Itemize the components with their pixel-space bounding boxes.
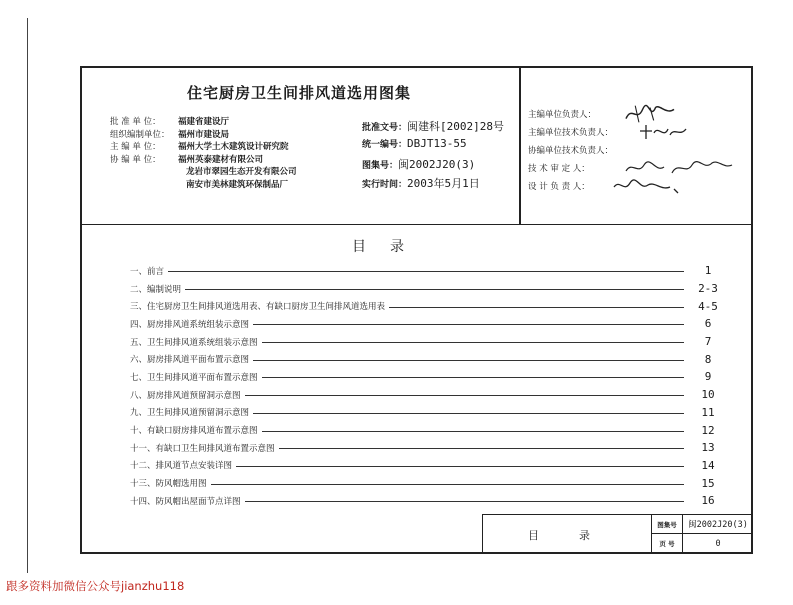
drawing-sheet	[80, 66, 753, 554]
approval-extra: 龙岩市翠园生态开发有限公司	[186, 167, 297, 177]
doc-info-block	[362, 118, 504, 194]
atlas-title: 住宅厨房卫生间排风道选用图集	[187, 84, 412, 102]
toc-entry: 十三、防风帽选用图 15	[130, 476, 715, 490]
toc-entry: 三、住宅厨房卫生间排风道选用表、有缺口厨房卫生间排风道选用表 4-5	[130, 299, 718, 313]
toc-entry: 四、厨房排风道系统组装示意图 6	[130, 317, 712, 331]
approval-row: 组织编制单位： 福州市建设局	[110, 129, 230, 140]
doc-row: 统一编号：DBJT13-55	[362, 137, 467, 150]
signature-graphic	[612, 174, 682, 198]
toc-entry: 九、卫生间排风道预留洞示意图 11	[130, 405, 715, 419]
responsible-row: 技 术 审 定 人：	[528, 160, 613, 178]
title-block-footer	[482, 514, 752, 553]
info-divider	[519, 68, 521, 224]
approval-row: 主 编 单 位： 福州大学土木建筑设计研究院	[110, 142, 289, 152]
responsible-row: 主编单位技术负责人：	[528, 124, 613, 142]
toc-list	[130, 262, 722, 510]
approval-row: 批 准 单 位： 福建省建设厅	[110, 117, 230, 127]
doc-row: 图集号：闽2002J20(3)	[362, 158, 476, 171]
toc-entry: 五、卫生间排风道系统组装示意图 7	[130, 335, 712, 349]
atlas-number-label: 图集号	[652, 515, 683, 533]
signature-graphic	[638, 120, 688, 144]
responsible-row: 设 计 负 责 人：	[528, 178, 613, 196]
responsible-block	[528, 106, 613, 196]
toc-entry: 六、厨房排风道平面布置示意图 8	[130, 352, 712, 366]
toc-entry: 十四、防风帽出屋面节点详图 16	[130, 494, 715, 508]
responsible-row: 协编单位技术负责人：	[528, 146, 614, 156]
margin-rule	[27, 18, 28, 573]
toc-heading: 目录	[352, 239, 428, 255]
toc-entry: 十一、有缺口卫生间排风道布置示意图 13	[130, 441, 715, 455]
atlas-number-value: 闽2002J20(3)	[688, 520, 748, 530]
footer-grid	[651, 515, 753, 553]
title-info-box	[82, 68, 751, 225]
toc-entry: 十二、排风道节点安装详图 14	[130, 458, 715, 472]
toc-entry: 一、前言 1	[130, 264, 712, 278]
toc-entry: 八、厨房排风道预留洞示意图 10	[130, 388, 715, 402]
watermark-text: 跟多资料加微信公众号jianzhu118	[6, 579, 185, 593]
page-number-label: 页 号	[652, 534, 683, 553]
doc-row: 批准文号：闽建科[2002]28号	[362, 120, 504, 133]
toc-entry: 七、卫生间排风道平面布置示意图 9	[130, 370, 712, 384]
page-number-value: 0	[715, 538, 721, 549]
toc-entry: 二、编制说明 2-3	[130, 282, 718, 296]
approval-row: 协 编 单 位： 福州英泰建材有限公司	[110, 154, 264, 165]
toc-entry: 十、有缺口厨房排风道布置示意图 12	[130, 423, 715, 437]
doc-row: 实行时间：2003年5月1日	[362, 177, 480, 190]
approval-block	[110, 116, 297, 191]
responsible-row: 主编单位负责人：	[528, 106, 613, 124]
approval-extra: 南安市美林建筑环保制品厂	[186, 179, 289, 190]
footer-title: 目录	[528, 529, 630, 542]
